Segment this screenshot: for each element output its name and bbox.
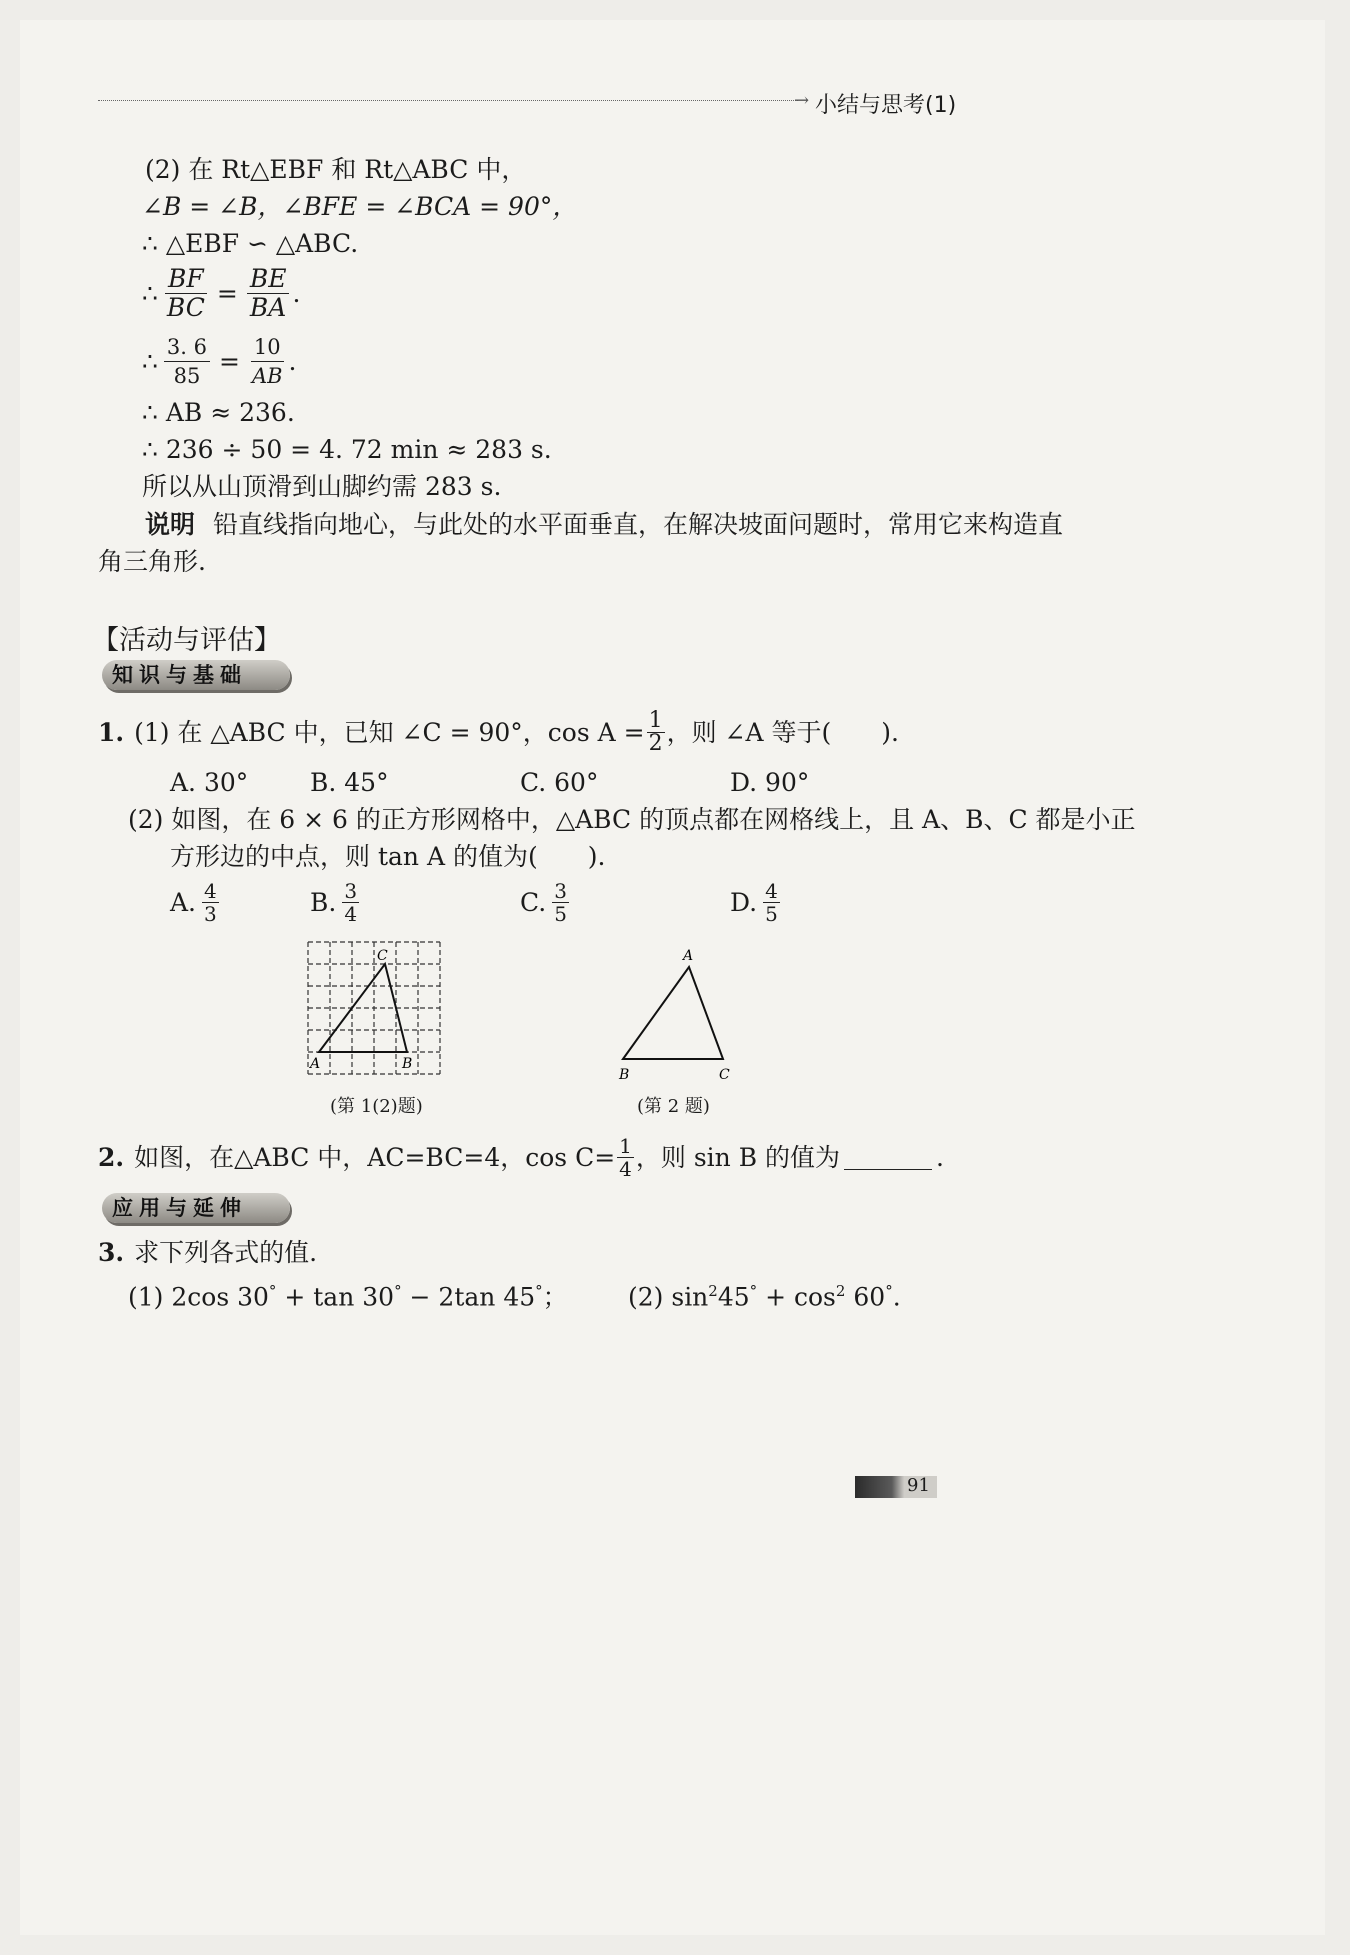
- q1-p1-choice-a[interactable]: A. 30°: [170, 768, 249, 797]
- period: .: [288, 346, 297, 376]
- square-mark: 2: [835, 1282, 846, 1300]
- numerator: 4: [204, 879, 217, 903]
- q3-number: 3.: [98, 1238, 125, 1267]
- expr-segment: 45: [717, 1282, 750, 1312]
- q1-p2-choice-c[interactable]: [520, 880, 571, 925]
- denominator: 3: [204, 902, 217, 926]
- figure-2-caption: (第 2 题): [637, 1096, 710, 1117]
- fraction-be-ba: [247, 266, 290, 321]
- q2-suffix: ，则 sin B 的值为: [635, 1142, 841, 1172]
- period: .: [292, 278, 301, 308]
- numerator: 1: [648, 708, 663, 733]
- q3-part1: [128, 1276, 568, 1312]
- fraction-one-quarter: [617, 1135, 634, 1180]
- grid-lines: [308, 942, 440, 1074]
- degree-mark: °: [394, 1282, 402, 1300]
- square-mark: 2: [708, 1282, 718, 1300]
- denominator: AB: [251, 364, 283, 388]
- expr-segment: ；: [542, 1282, 568, 1312]
- choice-fraction: [763, 880, 780, 925]
- denominator: 5: [765, 902, 778, 926]
- numerator: 1: [619, 1134, 632, 1158]
- expr-segment: .: [892, 1282, 901, 1312]
- therefore-symbol: ∴: [142, 346, 158, 376]
- numerator: 3. 6: [164, 334, 210, 362]
- solution-line-2: ∠B = ∠B，∠BFE = ∠BCA = 90°，: [142, 192, 578, 221]
- degree-mark: °: [749, 1282, 758, 1300]
- q1-p2-choice-b[interactable]: [310, 880, 361, 925]
- q1-part1-suffix: ，则 ∠A 等于( ).: [666, 717, 899, 747]
- page: [20, 20, 1325, 1935]
- solution-line-5: [142, 334, 297, 389]
- header-arrow-icon: →: [794, 90, 810, 111]
- q3-part2: [628, 1276, 901, 1312]
- degree-mark: °: [885, 1282, 893, 1300]
- note-label: 说明: [145, 510, 196, 539]
- therefore-symbol: ∴: [142, 278, 158, 308]
- triangle-abc: [623, 967, 723, 1059]
- note-line-1: 铅直线指向地心，与此处的水平面垂直，在解决坡面问题时，常用它来构造直: [213, 510, 1064, 539]
- choice-fraction: [552, 880, 569, 925]
- q2-prefix: 如图，在△ABC 中，AC=BC=4，cos C=: [134, 1142, 616, 1172]
- solution-line-4: [142, 266, 300, 321]
- vertex-label-c: C: [377, 948, 388, 964]
- vertex-label-a: A: [310, 1056, 321, 1072]
- answer-blank[interactable]: [844, 1145, 932, 1170]
- figure-triangle: [605, 945, 755, 1085]
- expr-segment: + cos: [765, 1282, 836, 1312]
- note-line-2: 角三角形.: [98, 547, 206, 576]
- numerator: BE: [247, 266, 290, 294]
- figure-grid-triangle: [306, 940, 446, 1080]
- section-title: 【活动与评估】: [92, 625, 281, 656]
- numerator: 3: [554, 879, 567, 903]
- equals-sign: =: [216, 278, 238, 308]
- solution-line-7: ∴ 236 ÷ 50 = 4. 72 min ≈ 283 s.: [142, 435, 552, 464]
- q2: [98, 1135, 944, 1180]
- q1-number: 1.: [98, 717, 125, 747]
- q1-p2-choice-d[interactable]: [730, 880, 782, 925]
- q1-part1-prefix: (1) 在 △ABC 中，已知 ∠C = 90°，cos A =: [134, 717, 645, 747]
- vertex-label-a: A: [683, 948, 694, 964]
- q2-period: .: [936, 1142, 944, 1172]
- header-dotted-rule: [98, 100, 798, 101]
- chapter-title: 小结与思考(1): [815, 93, 957, 118]
- fraction-3-6-over-85: [164, 334, 210, 389]
- denominator: 2: [648, 731, 663, 756]
- page-number: 91: [907, 1475, 930, 1496]
- expr-segment: 60: [845, 1282, 886, 1312]
- degree-mark: °: [268, 1282, 277, 1300]
- q3-text: 求下列各式的值.: [134, 1238, 318, 1267]
- q1-p1-choice-c[interactable]: C. 60°: [520, 768, 599, 797]
- numerator: 10: [251, 334, 284, 362]
- expr-segment: (2) sin: [628, 1282, 709, 1312]
- choice-letter: C.: [520, 888, 547, 917]
- vertex-label-b: B: [402, 1056, 413, 1072]
- numerator: 3: [344, 879, 358, 903]
- solution-line-3: ∴ △EBF ∽ △ABC.: [142, 229, 359, 258]
- q1-p1-choice-b[interactable]: B. 45°: [310, 768, 389, 797]
- numerator: BF: [165, 266, 207, 294]
- numerator: 4: [765, 879, 778, 903]
- figure-1-caption: (第 1(2)题): [330, 1096, 423, 1117]
- q1-part2-line-1: (2) 如图，在 6 × 6 的正方形网格中，△ABC 的顶点都在网格线上，且 A、B、C 都是小正: [128, 805, 1136, 834]
- degree-mark: °: [535, 1282, 543, 1300]
- solution-line-6: ∴ AB ≈ 236.: [142, 398, 295, 427]
- denominator: 4: [344, 902, 358, 926]
- fraction-one-half: [647, 710, 665, 755]
- choice-letter: A.: [170, 888, 197, 917]
- label-knowledge-basics: 知识与基础: [102, 660, 290, 690]
- q1-part1: [98, 710, 899, 755]
- choice-fraction: [342, 880, 359, 925]
- expr-segment: + tan 30: [284, 1282, 395, 1312]
- solution-line-8: 所以从山顶滑到山脚约需 283 s.: [142, 472, 502, 501]
- label-application-extension: 应用与延伸: [102, 1193, 290, 1223]
- denominator: 85: [173, 364, 201, 388]
- q1-p1-choice-d[interactable]: D. 90°: [730, 768, 810, 797]
- fraction-10-over-ab: [249, 334, 286, 389]
- fraction-bf-bc: [164, 266, 208, 321]
- choice-letter: B.: [310, 888, 337, 917]
- denominator: 5: [554, 902, 567, 926]
- q2-number: 2.: [98, 1142, 125, 1172]
- vertex-label-b: B: [619, 1067, 630, 1083]
- choice-fraction: [202, 880, 219, 925]
- solution-line-1: (2) 在 Rt△EBF 和 Rt△ABC 中，: [145, 155, 527, 184]
- q1-p2-choice-a[interactable]: [170, 880, 221, 925]
- equals-sign: =: [218, 346, 240, 376]
- denominator: BC: [166, 293, 205, 322]
- q1-part2-line-2: 方形边的中点，则 tan A 的值为( ).: [170, 842, 606, 871]
- expr-segment: − 2tan 45: [409, 1282, 536, 1312]
- denominator: 4: [619, 1157, 632, 1181]
- q3: [98, 1238, 317, 1268]
- note-paragraph: [145, 510, 1063, 540]
- vertex-label-c: C: [719, 1067, 730, 1083]
- denominator: BA: [249, 293, 287, 322]
- choice-letter: D.: [730, 888, 758, 917]
- expr-segment: (1) 2cos 30: [128, 1282, 269, 1312]
